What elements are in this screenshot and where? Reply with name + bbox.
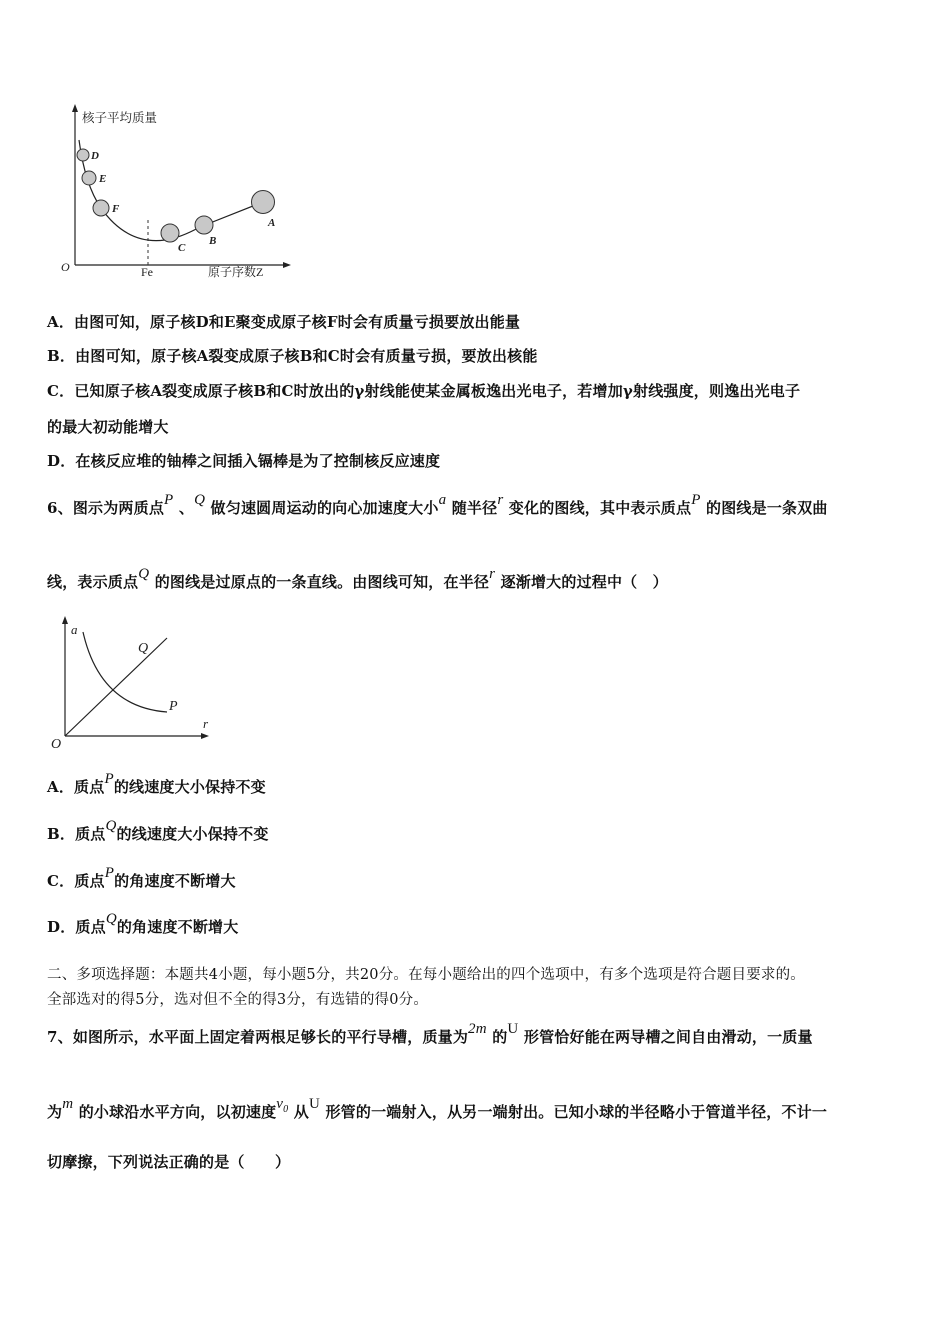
q6-option-d (47, 911, 239, 937)
option-c-prefix: C．质点 (47, 872, 105, 890)
symbol-p-opt-c: P (104, 865, 115, 881)
symbol-v: v (276, 1096, 284, 1112)
option-a-prefix: A．质点 (47, 778, 105, 796)
y-axis-label: 核子平均质量 (82, 111, 158, 125)
option-a-text: 的线速度大小保持不变 (113, 778, 266, 796)
q7-text-1: 7、如图所示，水平面上固定着两根足够长的平行导槽，质量为 (47, 1028, 469, 1046)
q6-text-6: 的图线是一条双曲 (706, 499, 828, 517)
q7-text-4: 为 (47, 1103, 63, 1121)
nucleus-a (252, 191, 275, 214)
curve-p (83, 632, 167, 712)
symbol-2m: 2m (468, 1021, 487, 1037)
nucleus-b (195, 216, 213, 234)
symbol-q-opt-d: Q (105, 911, 117, 927)
q7-text-5: 的小球沿水平方向，以初速度 (78, 1103, 277, 1121)
label-p: P (169, 699, 178, 714)
label-a: A (268, 217, 276, 229)
q7-stem-line3: 切摩擦，下列说法正确的是（ ） (47, 1153, 291, 1171)
figure-nucleon-mass-curve (55, 100, 295, 285)
q6-option-c (47, 865, 236, 891)
option-c-text: 的角速度不断增大 (114, 872, 236, 890)
origin-label: O (51, 737, 62, 752)
q5-option-c-line1: C．已知原子核A裂变成原子核B和C时放出的γ射线能使某金属板逸出光电子，若增加γ射线强度，则逸出光电子 (47, 382, 801, 400)
q5-option-b: B．由图可知，原子核A裂变成原子核B和C时会有质量亏损，要放出核能 (47, 347, 538, 365)
q6-option-b (47, 818, 269, 844)
symbol-q: Q (194, 492, 206, 508)
q6-text-3: 做匀速圆周运动的向心加速度大小 (210, 499, 439, 517)
q5-option-d: D．在核反应堆的铀棒之间插入镉棒是为了控制核反应速度 (47, 452, 441, 470)
label-c: C (178, 242, 186, 254)
q5-option-a: A．由图可知，原子核D和E聚变成原子核F时会有质量亏损要放出能量 (47, 313, 521, 331)
x-axis-arrow (201, 733, 209, 739)
q6-text-5: 变化的图线，其中表示质点 (508, 499, 692, 517)
q6-text-8: 的图线是过原点的一条直线。由图线可知，在半径 (154, 573, 490, 591)
nucleus-f (93, 200, 109, 216)
figure-a-vs-r (45, 612, 225, 752)
y-axis-arrow (62, 616, 68, 624)
option-d-text: 的角速度不断增大 (116, 918, 239, 936)
origin-label: O (61, 260, 70, 274)
symbol-r: r (497, 492, 504, 508)
line-q (65, 638, 167, 736)
section2-heading-line2: 全部选对的得5分，选对但不全的得3分，有选错的得0分。 (47, 992, 429, 1008)
symbol-a: a (438, 492, 447, 508)
y-axis-label: a (71, 622, 78, 637)
symbol-p-opt-a: P (104, 771, 114, 787)
q6-text-7: 线，表示质点 (47, 573, 139, 591)
option-b-text: 的线速度大小保持不变 (116, 825, 269, 843)
section2-heading-line1: 二、多项选择题：本题共4小题，每小题5分，共20分。在每小题给出的四个选项中，有多个选项是符合题目要求的。 (47, 967, 805, 983)
label-e: E (99, 173, 107, 185)
q6-text-9: 逐渐增大的过程中（ ） (500, 573, 668, 591)
label-q: Q (138, 641, 149, 656)
x-axis-label: r (203, 716, 209, 731)
q7-text-7: 形管的一端射入，从另一端射出。已知小球的半径略小于管道半径，不计一 (325, 1103, 828, 1121)
label-d: D (91, 150, 99, 162)
q6-stem-line2 (47, 566, 668, 592)
nucleus-e (82, 171, 96, 185)
symbol-q-2: Q (138, 566, 150, 582)
x-axis-arrow (283, 262, 291, 268)
symbol-p-2: P (691, 492, 701, 508)
symbol-m: m (62, 1096, 74, 1112)
option-b-prefix: B．质点 (47, 825, 106, 843)
q6-text-2: 、 (178, 499, 195, 517)
nucleus-d (77, 149, 89, 161)
label-f: F (112, 203, 120, 215)
fe-label: Fe (141, 265, 153, 279)
q7-text-3: 形管恰好能在两导槽之间自由滑动，一质量 (523, 1028, 813, 1046)
nucleus-c (161, 224, 179, 242)
label-b: B (209, 235, 217, 247)
q6-text-1: 6、图示为两质点 (47, 499, 165, 517)
q6-stem-line1 (47, 492, 828, 518)
symbol-v0 (276, 1096, 289, 1115)
y-axis-arrow (72, 104, 78, 112)
q7-text-2: 的 (492, 1028, 508, 1046)
x-axis-label: 原子序数Z (208, 265, 264, 279)
q7-text-6: 从 (293, 1103, 309, 1121)
q7-stem-line2 (47, 1096, 828, 1124)
symbol-v-subscript: 0 (283, 1104, 289, 1115)
symbol-u-2: U (309, 1096, 321, 1112)
symbol-q-opt-b: Q (105, 818, 117, 834)
symbol-p: P (164, 492, 174, 508)
symbol-u: U (507, 1021, 519, 1037)
q7-stem-line1 (47, 1021, 813, 1047)
q6-option-a (47, 771, 266, 797)
option-d-prefix: D．质点 (47, 918, 106, 936)
q5-option-c-line2: 的最大初动能增大 (47, 418, 169, 436)
symbol-r-2: r (489, 566, 496, 582)
q6-text-4: 随半径 (451, 499, 498, 517)
